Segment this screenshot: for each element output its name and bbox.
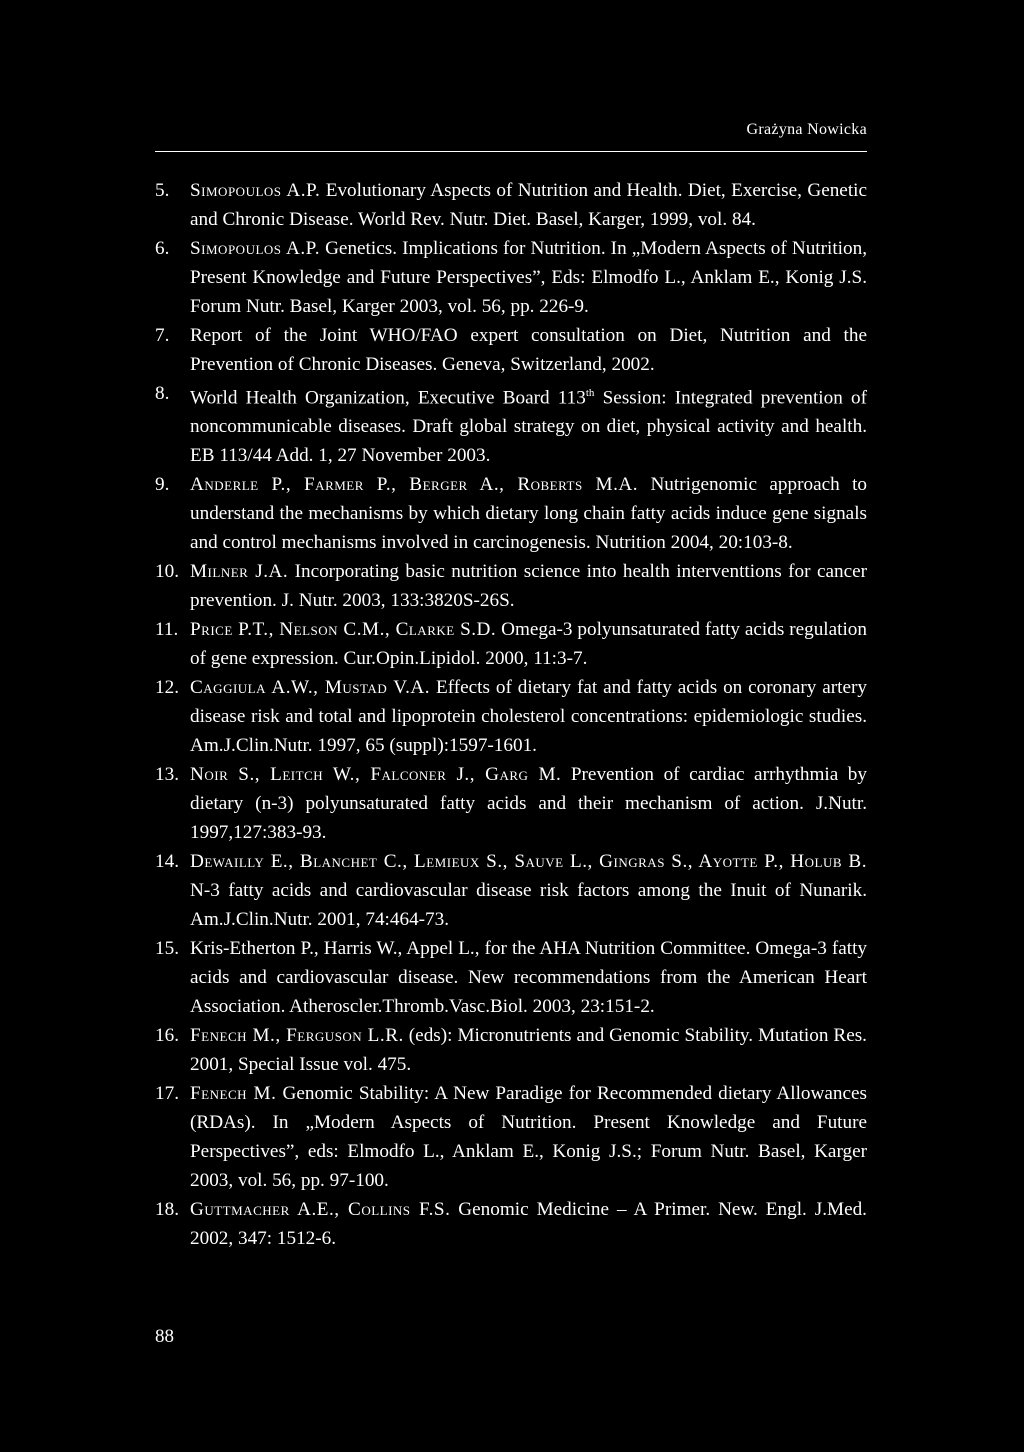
reference-item	[155, 321, 867, 379]
reference-number: 6.	[155, 238, 170, 259]
reference-authors: Caggiula A.W., Mustad V.A.	[190, 677, 431, 699]
reference-item	[155, 557, 867, 615]
reference-number: 15.	[155, 938, 179, 960]
reference-text: Evolutionary Aspects of Nutrition and Health. Diet, Exercise, Genetic and Chronic Disease. World Rev. Nutr. Diet. Basel, Karger, 1999, vol. 84.	[190, 180, 867, 230]
reference-item	[155, 379, 867, 470]
reference-authors: Noir S., Leitch W., Falconer J., Garg M.	[190, 764, 562, 786]
reference-text: World Health Organization, Executive Board 113	[190, 387, 586, 409]
reference-number: 18.	[155, 1199, 179, 1221]
reference-number: 5.	[155, 180, 170, 201]
reference-text: Nutrigenomic approach to understand the mechanisms by which dietary long chain fatty acids induce gene signals and control mechanisms involved in carcinogenesis. Nutrition 2004, 20:103-8.	[190, 474, 867, 554]
reference-text: Incorporating basic nutrition science into health interventtions for cancer prevention. J. Nutr. 2003, 133:3820S-26S.	[190, 561, 868, 612]
reference-number: 8.	[155, 383, 170, 404]
reference-text: (eds): Micronutrients and Genomic Stability. Mutation Res. 2001, Special Issue vol. 475.	[190, 1025, 867, 1076]
reference-item	[155, 760, 867, 847]
reference-text: N-3 fatty acids and cardiovascular disease risk factors among the Inuit of Nunarik. Am.J.Clin.Nutr. 2001, 74:464-73.	[190, 880, 867, 931]
page-number: 88	[155, 1326, 174, 1347]
reference-text: Prevention of cardiac arrhythmia by dietary (n-3) polyunsaturated fatty acids and their mechanism of action. J.Nutr. 1997,127:383-93.	[190, 764, 867, 844]
reference-text: Omega-3 polyunsaturated fatty acids regulation of gene expression. Cur.Opin.Lipidol. 2000, 11:3-7.	[190, 619, 867, 670]
reference-authors: Dewailly E., Blanchet C., Lemieux S., Sauve L., Gingras S., Ayotte P., Holub B.	[190, 851, 867, 873]
reference-text: Session: Integrated prevention of noncommunicable diseases. Draft global strategy on diet, physical activity and health. EB 113/44 Add. 1, 27 November 2003.	[190, 387, 867, 467]
reference-authors: Guttmacher A.E., Collins F.S.	[190, 1199, 451, 1221]
reference-number: 10.	[155, 561, 179, 583]
reference-item	[155, 176, 867, 234]
reference-authors: Fenech M.	[190, 1083, 277, 1105]
reference-authors: Fenech M., Ferguson L.R.	[190, 1025, 404, 1047]
reference-item	[155, 615, 867, 673]
reference-item	[155, 673, 867, 760]
reference-authors: Price P.T., Nelson C.M., Clarke S.D.	[190, 619, 497, 641]
reference-text: Kris-Etherton P., Harris W., Appel L., for the AHA Nutrition Committee. Omega-3 fatty acids and cardiovascular disease. New recommendations from the American Heart Association. Atheroscler.Thromb.Vasc.Biol. 2003, 23:151-2.	[190, 938, 867, 1018]
reference-number: 13.	[155, 764, 179, 786]
reference-item	[155, 1195, 867, 1253]
running-header	[155, 121, 867, 152]
header-author: Grażyna Nowicka	[746, 121, 867, 138]
reference-number: 17.	[155, 1083, 179, 1105]
reference-number: 12.	[155, 677, 179, 699]
reference-item	[155, 1079, 867, 1195]
reference-text: Genomic Medicine – A Primer. New. Engl. J.Med. 2002, 347: 1512-6.	[190, 1199, 867, 1250]
reference-text: Genetics. Implications for Nutrition. In „Modern Aspects of Nutrition, Present Knowledge and Future Perspectives”, Eds: Elmodfo L., Anklam E., Konig J.S. Forum Nutr. Basel, Karger 2003, vol. 56, pp. 226-9.	[190, 238, 867, 317]
reference-item	[155, 847, 867, 934]
reference-number: 9.	[155, 474, 170, 496]
ordinal-superscript: th	[585, 387, 595, 399]
reference-number: 16.	[155, 1025, 179, 1047]
reference-text: Effects of dietary fat and fatty acids on coronary artery disease risk and total and lipoprotein cholesterol concentrations: epidemiologic studies. Am.J.Clin.Nutr. 1997, 65 (suppl):1597-1601.	[190, 677, 867, 757]
reference-item	[155, 1021, 867, 1079]
reference-item	[155, 234, 867, 321]
reference-number: 14.	[155, 851, 179, 873]
reference-number: 11.	[155, 619, 179, 641]
reference-authors: Simopoulos A.P.	[190, 238, 321, 259]
reference-number: 7.	[155, 325, 170, 346]
reference-item	[155, 470, 867, 557]
reference-authors: Simopoulos A.P.	[190, 180, 321, 201]
reference-item	[155, 934, 867, 1021]
reference-authors: Milner J.A.	[190, 561, 289, 583]
reference-text: Genomic Stability: A New Paradige for Recommended dietary Allowances (RDAs). In „Modern Aspects of Nutrition. Present Knowledge and Future Perspectives”, eds: Elmodfo L., Anklam E., Konig J.S.; Forum Nutr. Basel, Karger 2003, vol. 56, pp. 97-100.	[190, 1083, 867, 1192]
reference-authors: Anderle P., Farmer P., Berger A., Roberts M.A.	[190, 474, 639, 496]
reference-list	[155, 176, 867, 1253]
reference-text: Report of the Joint WHO/FAO expert consultation on Diet, Nutrition and the Prevention of Chronic Diseases. Geneva, Switzerland, 2002.	[190, 325, 867, 375]
